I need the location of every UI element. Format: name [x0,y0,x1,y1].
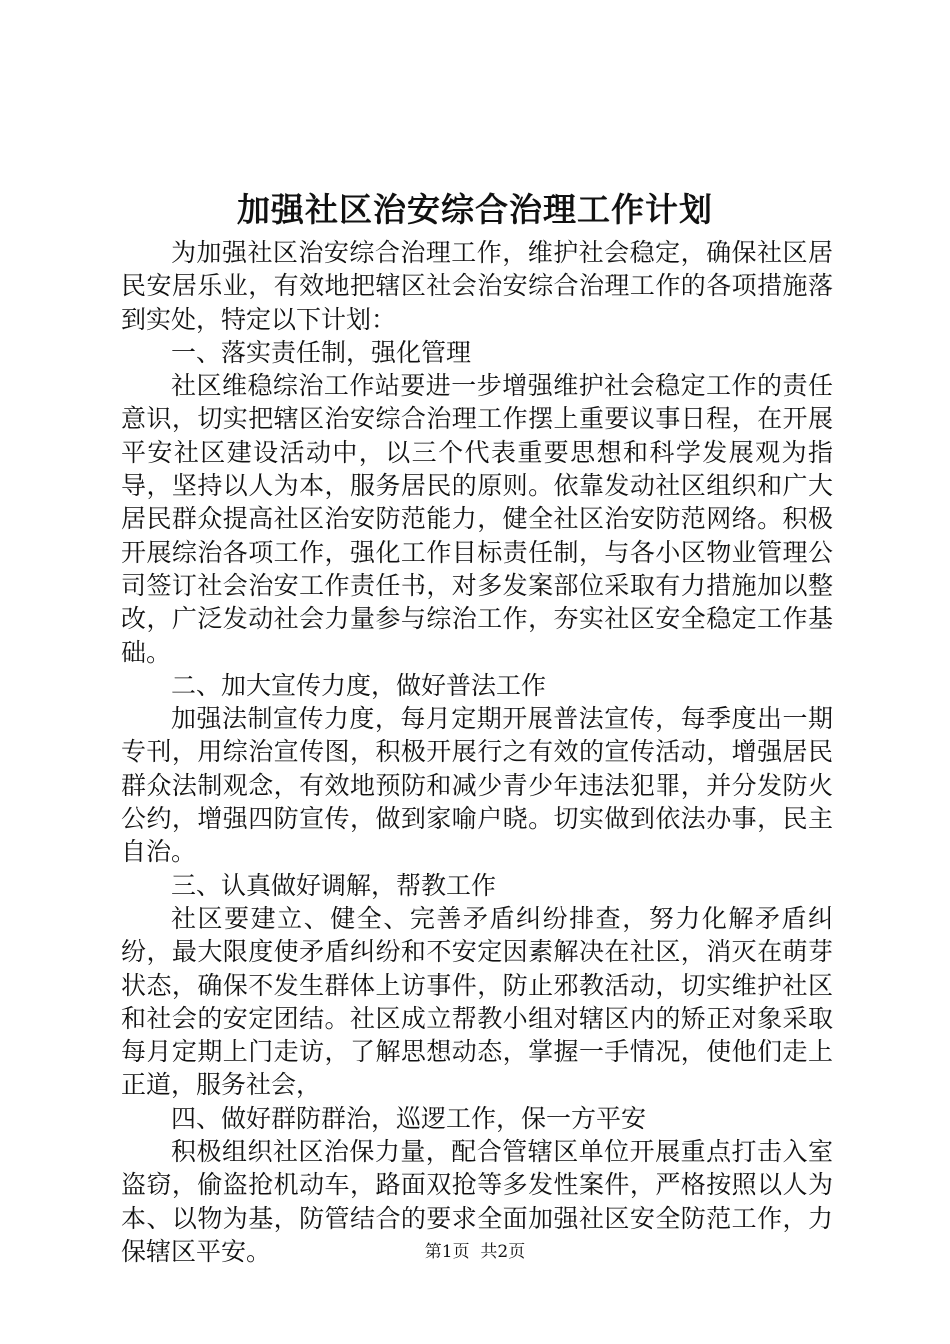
document-title: 加强社区治安综合治理工作计划 [237,190,713,229]
intro-paragraph: 为加强社区治安综合治理工作，维护社会稳定，确保社区居民安居乐业，有效地把辖区社会治安综合治理工作的各项措施落到实处，特定以下计划： [121,238,833,334]
section-heading-1: 一、落实责任制，强化管理 [171,337,472,367]
section-heading-4: 四、做好群防群治，巡逻工作，保一方平安 [171,1103,647,1133]
section-paragraph-2: 加强法制宣传力度，每月定期开展普法宣传，每季度出一期专刊，用综治宣传图，积极开展行之有效的宣传活动，增强居民群众法制观念，有效地预防和减少青少年违法犯罪，并分发防火公约，增强四防宣传，做到家喻户晓。切实做到依法办事，民主自治。 [121,704,833,867]
document-body [121,236,833,1268]
page-number: 第1页 [424,1242,470,1262]
section-heading-3: 三、认真做好调解，帮教工作 [171,870,497,900]
section-paragraph-3: 社区要建立、健全、完善矛盾纠纷排查，努力化解矛盾纠纷，最大限度使矛盾纠纷和不安定因素解决在社区，消灭在萌芽状态，确保不发生群体上访事件，防止邪教活动，切实维护社区和社会的安定团结。社区成立帮教小组对辖区内的矫正对象采取每月定期上门走访，了解思想动态，掌握一手情况，使他们走上正道，服务社会， [121,903,833,1100]
section-heading-2: 二、加大宣传力度，做好普法工作 [171,670,547,700]
section-paragraph-4: 积极组织社区治保力量，配合管辖区单位开展重点打击入室盗窃，偷盗抢机动车，路面双抢等多发性案件，严格按照以人为本、以物为基，防管结合的要求全面加强社区安全防范工作，力保辖区平安。 [121,1137,833,1266]
section-paragraph-1: 社区维稳综治工作站要进一步增强维护社会稳定工作的责任意识，切实把辖区治安综合治理工作摆上重要议事日程，在开展平安社区建设活动中，以三个代表重要思想和科学发展观为指导，坚持以人为本，服务居民的原则。依靠发动社区组织和广大居民群众提高社区治安防范能力，健全社区治安防范网络。积极开展综治各项工作，强化工作目标责任制，与各小区物业管理公司签订社会治安工作责任书，对多发案部位采取有力措施加以整改，广泛发动社会力量参与综治工作，夯实社区安全稳定工作基础。 [121,371,833,667]
page-total: 共2页 [480,1242,526,1262]
page-footer [0,1240,950,1264]
